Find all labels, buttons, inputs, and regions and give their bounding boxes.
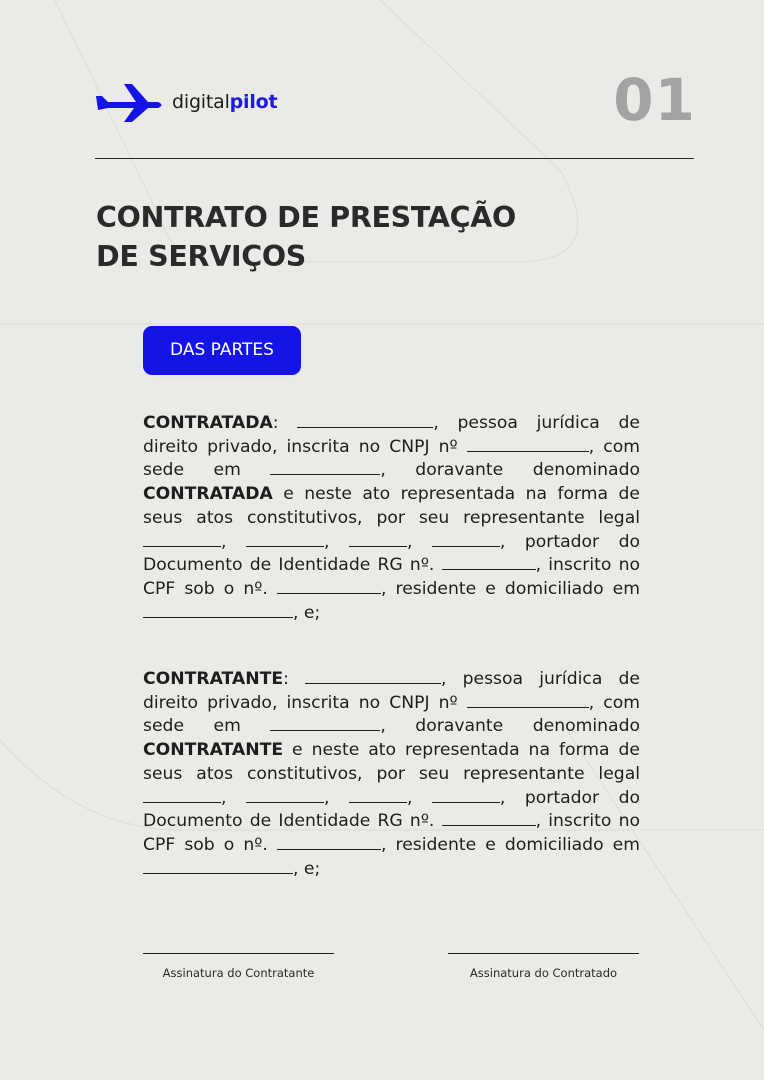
brand-name: digitalpilot bbox=[172, 91, 278, 113]
blank-field[interactable] bbox=[143, 531, 221, 547]
blank-field[interactable] bbox=[246, 531, 324, 547]
signature-contratante bbox=[143, 953, 334, 980]
header-divider bbox=[95, 158, 694, 159]
blank-field[interactable] bbox=[442, 810, 536, 826]
signature-contratado bbox=[448, 953, 639, 980]
blank-field[interactable] bbox=[349, 531, 407, 547]
title-line-2: DE SERVIÇOS bbox=[96, 240, 307, 273]
blank-field[interactable] bbox=[442, 554, 536, 570]
blank-field[interactable] bbox=[143, 787, 221, 803]
airplane-icon bbox=[94, 80, 166, 124]
brand-logo bbox=[94, 80, 277, 124]
signature-line[interactable] bbox=[143, 953, 334, 954]
blank-field[interactable] bbox=[143, 602, 293, 618]
clause-contratada: CONTRATADA: , pessoa jurídica de direito privado, inscrita no CNPJ nº , com sede em , doravante denominado CONTRATADA e neste ato representada na forma de seus atos constitutivos, por seu representante legal , , , , portador do Documento de Identidade RG nº. , inscrito no CPF sob o nº. , residente e domiciliado em , e; bbox=[143, 413, 641, 623]
blank-field[interactable] bbox=[467, 436, 589, 452]
blank-field[interactable] bbox=[349, 787, 407, 803]
party-name: CONTRATANTE bbox=[143, 669, 284, 689]
page-title bbox=[96, 198, 516, 276]
title-line-1: CONTRATO DE PRESTAÇÃO bbox=[96, 201, 516, 234]
blank-field[interactable] bbox=[297, 412, 433, 428]
party-name: CONTRATADA bbox=[143, 413, 273, 433]
section-label-das-partes[interactable]: DAS PARTES bbox=[143, 326, 301, 375]
blank-field[interactable] bbox=[432, 787, 500, 803]
blank-field[interactable] bbox=[270, 459, 380, 475]
blank-field[interactable] bbox=[143, 858, 293, 874]
signature-label: Assinatura do Contratante bbox=[162, 966, 315, 980]
blank-field[interactable] bbox=[467, 692, 589, 708]
blank-field[interactable] bbox=[305, 668, 441, 684]
page-number: 01 bbox=[613, 66, 696, 134]
blank-field[interactable] bbox=[270, 715, 380, 731]
signature-label: Assinatura do Contratado bbox=[469, 966, 618, 980]
blank-field[interactable] bbox=[277, 578, 381, 594]
signature-line[interactable] bbox=[448, 953, 639, 954]
blank-field[interactable] bbox=[432, 531, 500, 547]
clause-contratante: CONTRATANTE: , pessoa jurídica de direito privado, inscrita no CNPJ nº , com sede em , doravante denominado CONTRATANTE e neste ato representada na forma de seus atos constitutivos, por seu representante legal , , , , portador do Documento de Identidade RG nº. , inscrito no CPF sob o nº. , residente e domiciliado em , e; bbox=[143, 669, 641, 879]
blank-field[interactable] bbox=[277, 834, 381, 850]
blank-field[interactable] bbox=[246, 787, 324, 803]
